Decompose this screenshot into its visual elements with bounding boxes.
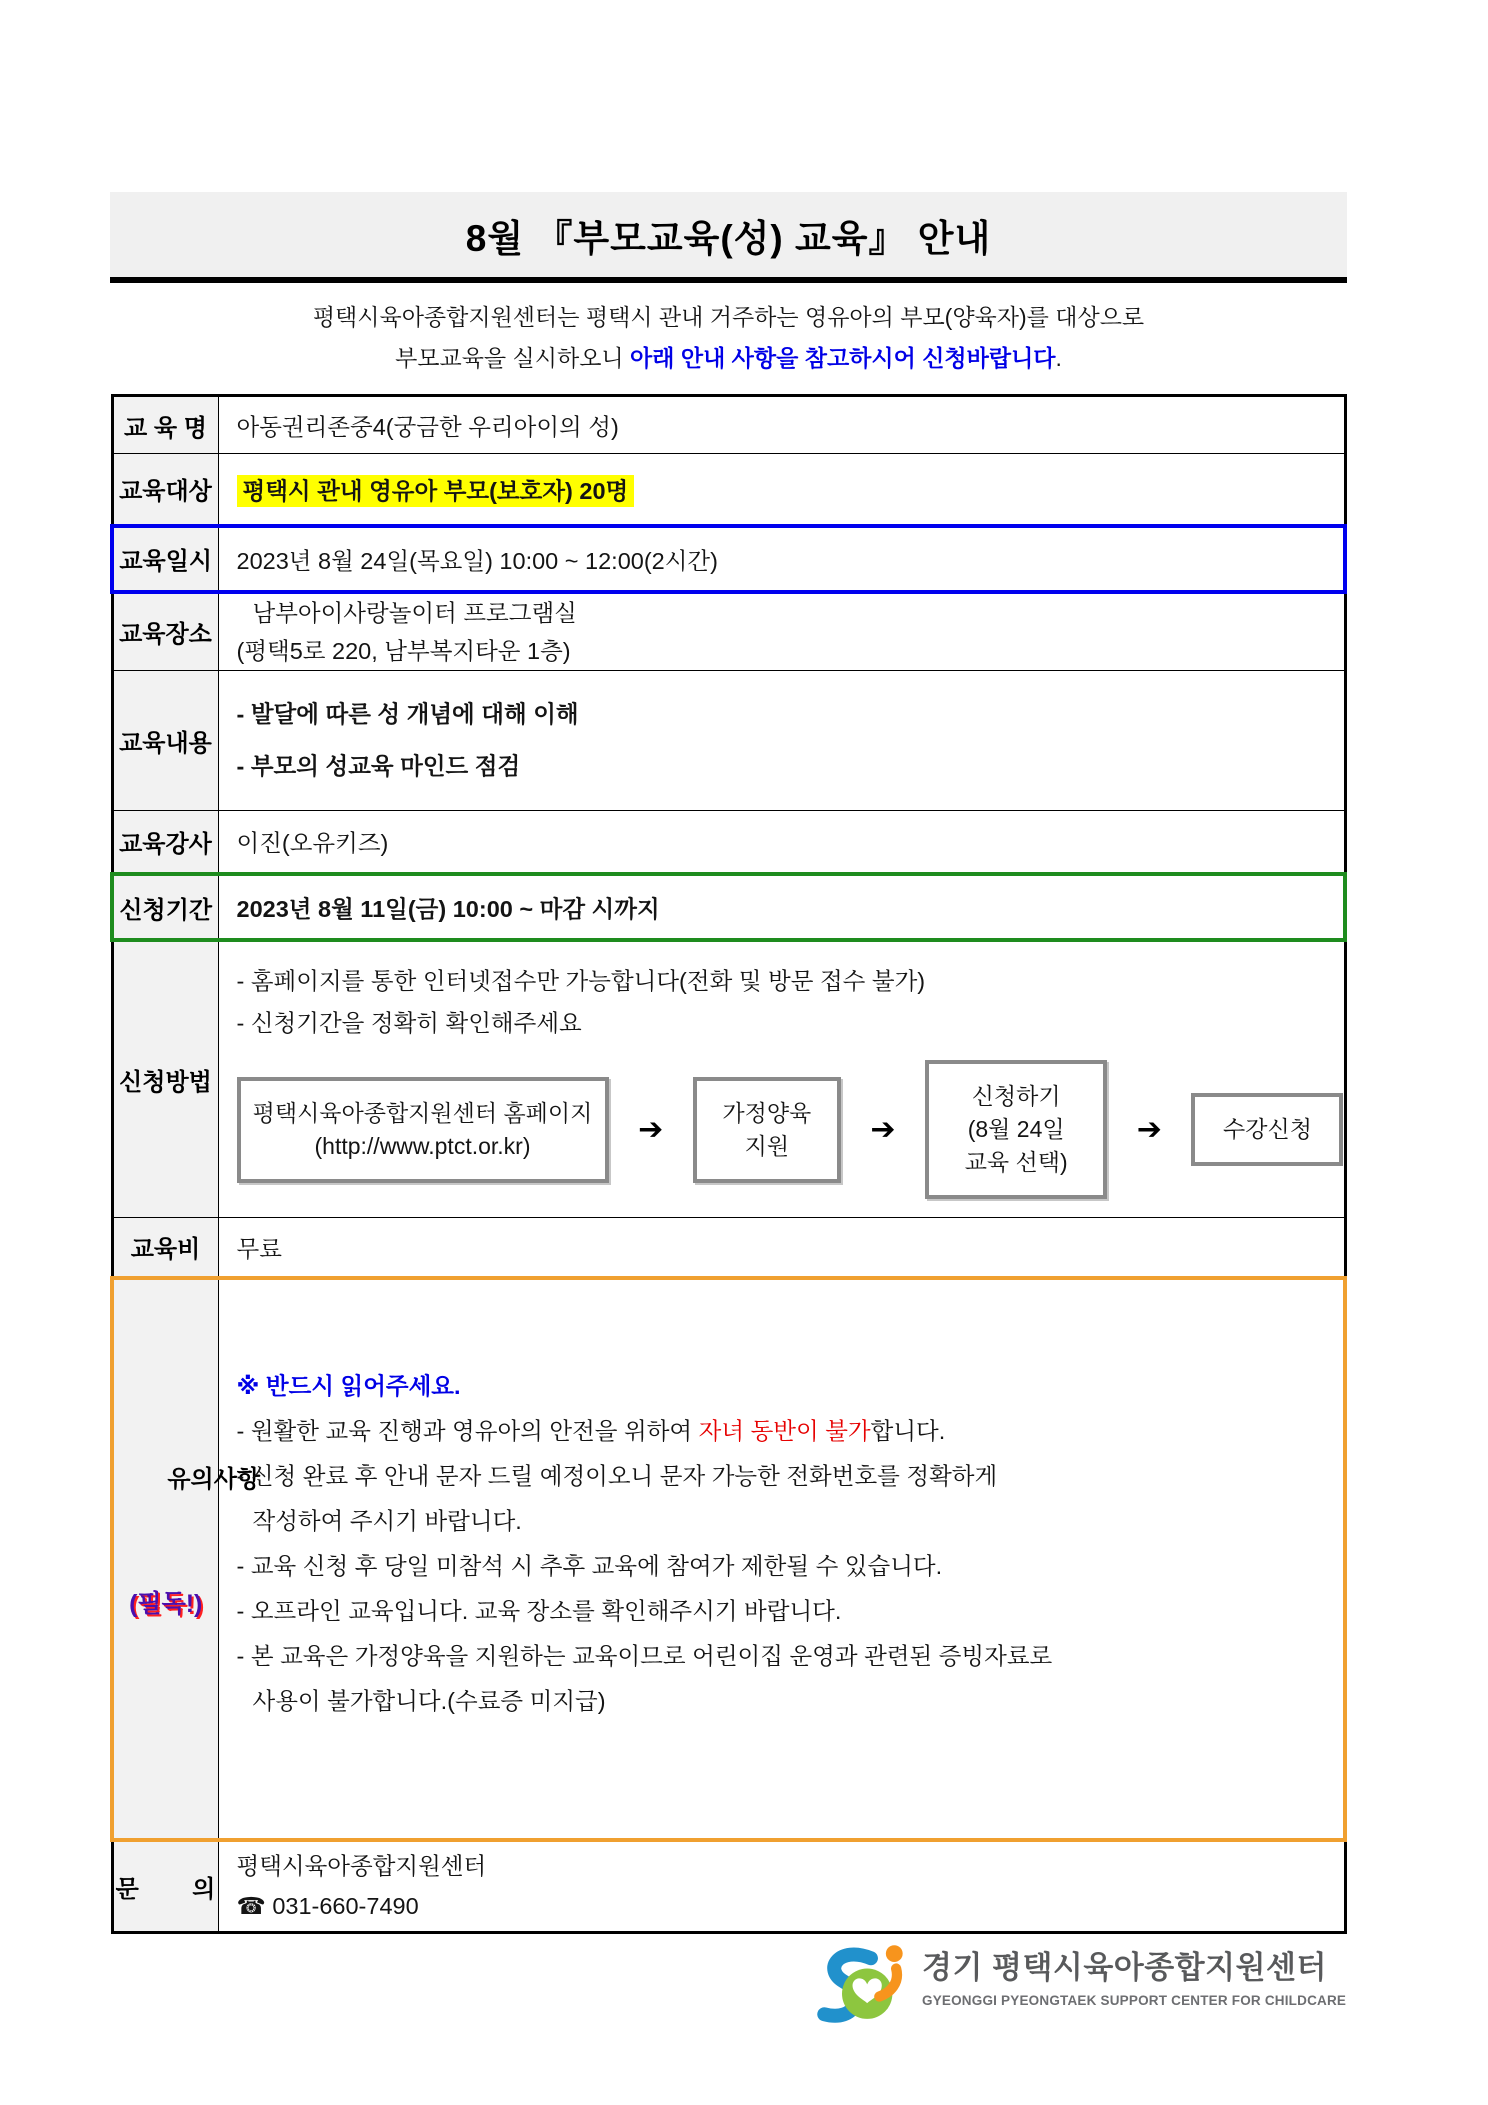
notice-label: 유의사항 — [167, 1465, 261, 1493]
content-line-1: - 발달에 따른 성 개념에 대해 이해 — [236, 701, 579, 727]
notice-item1-red: 자녀 동반이 불가 — [698, 1417, 871, 1444]
row-label-place: 교육장소 — [112, 592, 218, 671]
notice-content — [237, 1280, 1344, 1838]
table-row-education-name — [112, 396, 1345, 454]
arrow-right-icon: ➔ — [1136, 1113, 1162, 1146]
table-row-place — [112, 592, 1345, 671]
method-bullet-2: - 신청기간을 정확히 확인해주세요 — [236, 1010, 582, 1036]
center-logo — [800, 1940, 1346, 2040]
row-value-fee: 무료 — [218, 1218, 1345, 1278]
row-value-notice — [218, 1278, 1345, 1840]
content-line-2: - 부모의 성교육 마인드 점검 — [236, 753, 521, 779]
method-bullets — [237, 960, 1344, 1044]
arrow-right-icon: ➔ — [638, 1113, 664, 1146]
info-table — [110, 394, 1347, 1934]
title-divider — [110, 277, 1347, 283]
intro-line2-emphasis: 아래 안내 사항을 참고하시어 신청바랍니다 — [630, 345, 1056, 371]
center-name-korean: 경기 평택시육아종합지원센터 — [922, 1950, 1327, 1985]
flow-step2-line1: 가정양육 — [722, 1099, 812, 1126]
page-title: 8월 『부모교육(성) 교육』 안내 — [465, 217, 992, 259]
row-value-target — [218, 454, 1345, 526]
intro-line2-period: . — [1055, 345, 1062, 371]
method-bullet-1: - 홈페이지를 통한 인터넷접수만 가능합니다(전화 및 방문 접수 불가) — [236, 968, 926, 994]
center-logo-text — [922, 1940, 1346, 2008]
contact-phone-line — [237, 1886, 1344, 1926]
notice-item1-suffix: 합니다. — [870, 1417, 946, 1444]
notice-item-5-line1: - 본 교육은 가정양육을 지원하는 교육이므로 어린이집 운영과 관련된 증빙자료로 — [236, 1642, 1053, 1669]
row-label-content: 교육내용 — [112, 670, 218, 810]
place-line-1: 남부아이사랑놀이터 프로그램실 — [252, 599, 577, 626]
arrow-right-icon: ➔ — [870, 1113, 896, 1146]
notice-item-3: - 교육 신청 후 당일 미참석 시 추후 교육에 참여가 제한될 수 있습니다. — [236, 1552, 943, 1579]
flow-step3-line3: 교육 선택) — [964, 1149, 1068, 1175]
row-value-apply-method — [218, 940, 1345, 1218]
table-row-apply-period — [112, 874, 1345, 940]
table-row-contact — [112, 1840, 1345, 1933]
apply-flowchart — [237, 1060, 1344, 1199]
flow-step2-line2: 지원 — [744, 1132, 790, 1159]
flow-step-apply — [925, 1060, 1107, 1199]
flow-step-enroll — [1191, 1093, 1343, 1166]
row-value-contact — [218, 1840, 1345, 1933]
table-row-notice — [112, 1278, 1345, 1840]
notice-item-2-line1: - 신청 완료 후 안내 문자 드릴 예정이오니 문자 가능한 전화번호를 정확하게 — [236, 1462, 998, 1489]
row-label-instructor: 교육강사 — [112, 810, 218, 874]
row-label-datetime: 교육일시 — [112, 526, 218, 592]
table-row-instructor — [112, 810, 1345, 874]
row-value-education-name: 아동권리존중4(궁금한 우리아이의 성) — [218, 396, 1345, 454]
row-label-apply-period: 신청기간 — [112, 874, 218, 940]
intro-line-1: 평택시육아종합지원센터는 평택시 관내 거주하는 영유아의 부모(양육자)를 대상으로 — [312, 304, 1145, 330]
phone-icon: ☎ — [236, 1893, 266, 1920]
flow-step1-line1: 평택시육아종합지원센터 홈페이지 — [252, 1099, 593, 1126]
flow-step-support-menu — [693, 1077, 841, 1183]
flow-step3-line1: 신청하기 — [971, 1083, 1061, 1109]
center-logo-icon — [800, 1940, 912, 2040]
row-label-apply-method: 신청방법 — [112, 940, 218, 1218]
mustread-label: (필독!) — [129, 1589, 203, 1618]
notice-item-1 — [237, 1409, 1334, 1454]
contact-phone-number: 031-660-7490 — [272, 1893, 419, 1920]
place-line-2: (평택5로 220, 남부복지타운 1층) — [236, 637, 571, 664]
row-label-fee: 교육비 — [112, 1218, 218, 1278]
flow-step1-url: (http://www.ptct.or.kr) — [314, 1132, 531, 1159]
table-row-datetime — [112, 526, 1345, 592]
row-label-notice — [112, 1278, 261, 1840]
row-value-place — [218, 592, 1345, 671]
intro-line2-prefix: 부모교육을 실시하오니 — [395, 345, 631, 371]
table-row-content — [112, 670, 1345, 810]
table-row-apply-method — [112, 940, 1345, 1218]
row-value-datetime: 2023년 8월 24일(목요일) 10:00 ~ 12:00(2시간) — [218, 526, 1345, 592]
row-label-contact: 문 의 — [112, 1840, 218, 1933]
intro-line-2 — [110, 338, 1347, 379]
notice-item-5-line2: 사용이 불가합니다.(수료증 미지급) — [252, 1687, 606, 1714]
flow-step3-line2: (8월 24일 — [967, 1116, 1065, 1142]
table-row-fee — [112, 1218, 1345, 1278]
table-row-target — [112, 454, 1345, 526]
center-name-english: GYEONGGI PYEONGTAEK SUPPORT CENTER FOR CHILDCARE — [922, 1993, 1347, 2008]
row-value-apply-period: 2023년 8월 11일(금) 10:00 ~ 마감 시까지 — [218, 874, 1345, 940]
contact-org: 평택시육아종합지원센터 — [236, 1853, 487, 1880]
notice-heading: ※ 반드시 읽어주세요. — [236, 1372, 461, 1399]
title-banner — [110, 192, 1347, 277]
row-label-target: 교육대상 — [112, 454, 218, 526]
row-label-education-name: 교 육 명 — [112, 396, 218, 454]
notice-item-4: - 오프라인 교육입니다. 교육 장소를 확인해주시기 바랍니다. — [236, 1597, 842, 1624]
intro-paragraph — [110, 297, 1347, 379]
notice-item1-prefix: - 원활한 교육 진행과 영유아의 안전을 위하여 — [236, 1417, 699, 1444]
row-value-instructor: 이진(오유키즈) — [218, 810, 1345, 874]
notice-item-2-line2: 작성하여 주시기 바랍니다. — [252, 1507, 522, 1534]
row-value-content — [218, 670, 1345, 810]
target-highlight: 평택시 관내 영유아 부모(보호자) 20명 — [237, 475, 635, 507]
flow-step4-label: 수강신청 — [1223, 1116, 1312, 1142]
flow-step-homepage — [237, 1077, 609, 1183]
